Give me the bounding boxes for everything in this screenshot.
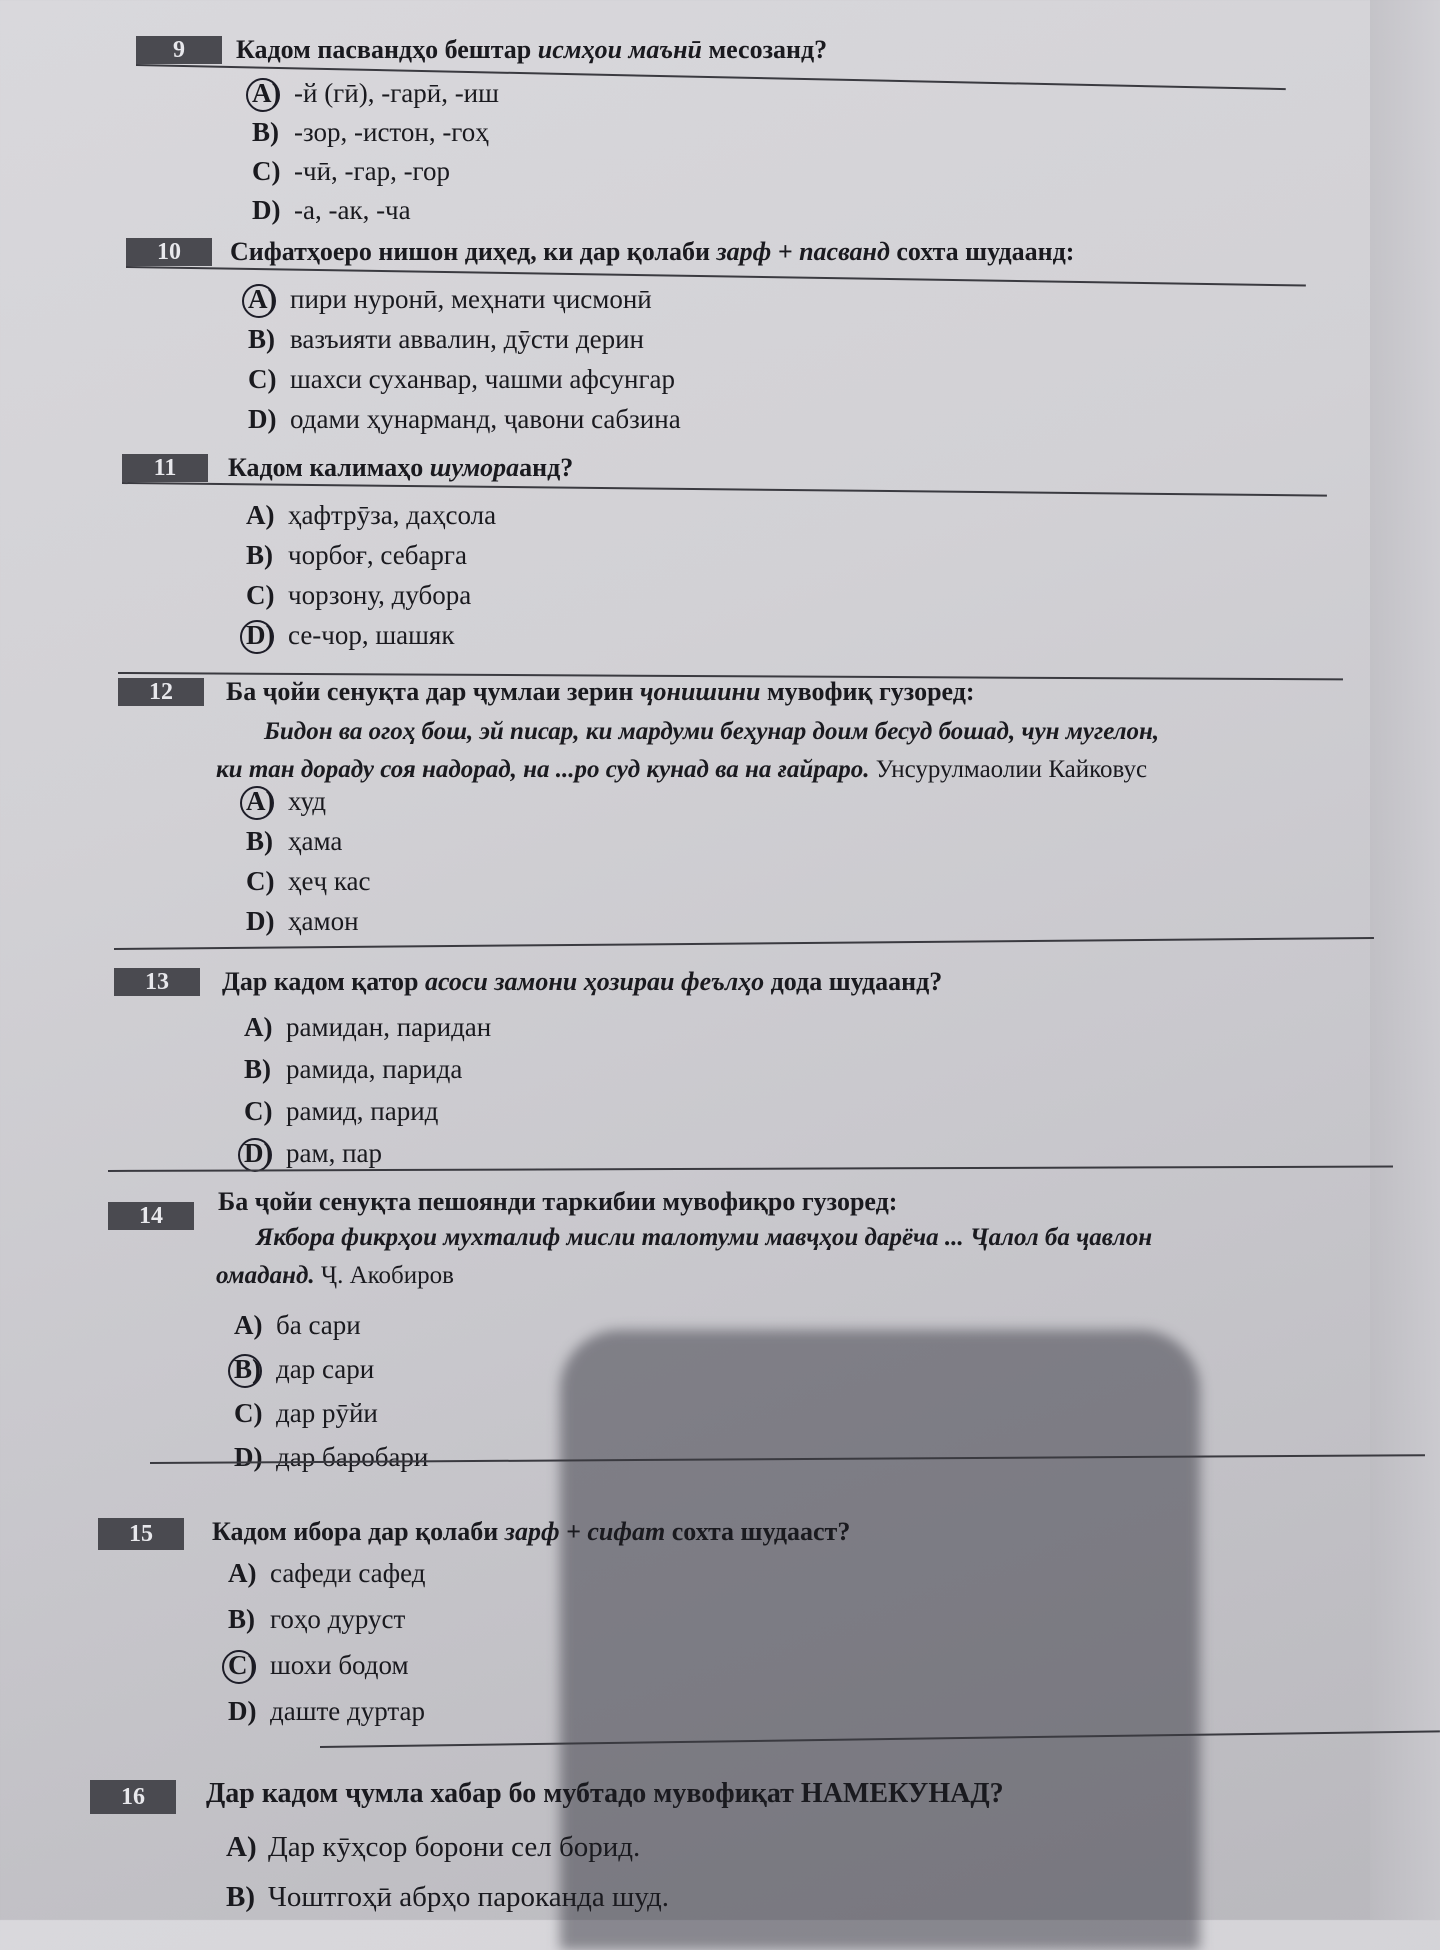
question-text: Ба ҷойи сенуқта пешоянди таркибии мувофиқро гузоред: [218,1187,898,1216]
question-text: Ба ҷойи сенуқта дар ҷумлаи зерин ҷонишини мувофиқ гузоред: [226,677,975,706]
option-a[interactable]: A) -й (гӣ), -гарӣ, -иш [252,78,499,108]
question-header [0,238,1440,270]
answer-mark: D) [244,1136,286,1170]
option-b[interactable]: B) вазъияти аввалин, дӯсти дерин [248,324,644,354]
option-b[interactable]: B) -зор, -истон, -гоҳ [252,117,489,147]
option-b[interactable]: B) рамида, парида [244,1054,463,1084]
answer-mark: A) [246,784,288,818]
answer-mark: C) [228,1648,270,1682]
option-a[interactable]: A) рамидан, паридан [244,1012,492,1042]
option-a[interactable]: A) Дар кӯҳсор борони сел борид. [226,1831,641,1863]
option-d[interactable]: D) ҳамон [246,906,359,936]
option-c[interactable]: C) -чӣ, -гар, -гор [252,156,450,186]
adjacent-page-edge [1370,0,1440,1920]
option-c[interactable]: C) шахси суханвар, чашми афсунгар [248,364,676,394]
option-d[interactable]: D) рам, пар [244,1138,383,1168]
option-c[interactable]: C) чорзону, дубора [246,580,472,610]
question-number-badge: 12 [118,678,204,706]
question-header [0,968,1440,1000]
option-d[interactable]: D) даште дуртар [228,1696,426,1726]
option-b[interactable]: B) дар сари [234,1354,375,1384]
option-b[interactable]: B) Чоштгоҳӣ абрҳо пароканда шуд. [226,1881,669,1913]
quote-line-1: Якбора фикрҳои мухталиф мисли талотуми мавҷҳои дарёча ... Ҷалол ба ҷавлон [256,1224,1153,1251]
option-a[interactable]: A) ҳафтрӯза, даҳсола [246,500,497,530]
option-d[interactable]: D) се-чор, шашяк [246,620,455,650]
option-c[interactable]: C) рамид, парид [244,1096,439,1126]
option-b[interactable]: B) гоҳо дуруст [228,1604,406,1634]
option-a[interactable]: A) сафеди сафед [228,1558,426,1588]
answer-mark: D) [246,618,288,652]
question-text: Дар кадом ҷумла хабар бо мубтадо мувофиқат НАМЕКУНАД? [206,1778,1004,1809]
option-d[interactable]: D) -а, -ак, -ча [252,195,411,225]
option-b[interactable]: B) чорбоғ, себарга [246,540,467,570]
question-number-badge: 13 [114,968,200,996]
quote-author: Ҷ. Акобиров [314,1262,454,1289]
option-c[interactable]: C) дар рӯйи [234,1398,378,1428]
option-a[interactable]: A) ба сари [234,1310,361,1340]
quote-line-1: Бидон ва огоҳ бош, эй писар, ки мардуми беҳунар доим бесуд бошад, чун мугелон, [264,718,1160,745]
quote-author: Унсурулмаолии Кайковус [869,756,1148,783]
question-number-badge: 9 [136,36,222,64]
question-number-badge: 16 [90,1780,176,1814]
question-text: Кадом ибора дар қолаби зарф + сифат сохта шудааст? [212,1517,851,1546]
option-c[interactable]: C) ҳеҷ кас [246,866,371,896]
question-text: Кадом калимаҳо шумораанд? [228,453,574,482]
question-header [0,1518,1440,1550]
option-b[interactable]: B) ҳама [246,826,343,856]
question-text: Дар кадом қатор асоси замони ҳозираи феълҳо дода шудаанд? [222,967,943,996]
answer-mark: B) [234,1352,276,1386]
option-d[interactable]: D) дар баробари [234,1442,429,1472]
question-number-badge: 15 [98,1518,184,1550]
question-number-badge: 11 [122,454,208,482]
question-number-badge: 14 [108,1202,194,1230]
option-c[interactable]: C) шохи бодом [228,1650,409,1680]
option-d[interactable]: D) одами ҳунарманд, ҷавони сабзина [248,404,681,434]
option-a[interactable]: A) пири нуронӣ, меҳнати ҷисмонӣ [248,284,652,314]
option-a[interactable]: A) худ [246,786,327,816]
question-rule [114,937,1374,950]
question-header [0,454,1440,486]
question-text: Кадом пасвандҳо бештар исмҳои маънӣ месозанд? [236,35,828,64]
quote-line-2: ки тан дораду соя надорад, на ...ро суд кунад ва на ғайраро. Унсурулмаолии Кайковус [216,756,1148,783]
phone-shadow [560,1330,1200,1950]
question-header [0,36,1440,68]
question-text: Сифатҳоеро нишон диҳед, ки дар қолаби зарф + пасванд сохта шудаанд: [230,237,1075,266]
question-rule [122,482,1327,497]
quote-line-2: омаданд. Ҷ. Акобиров [216,1262,454,1289]
answer-mark: A) [252,76,294,110]
question-header [0,1780,1440,1812]
question-header [0,678,1440,710]
answer-mark: A) [248,282,290,316]
question-number-badge: 10 [126,238,212,266]
